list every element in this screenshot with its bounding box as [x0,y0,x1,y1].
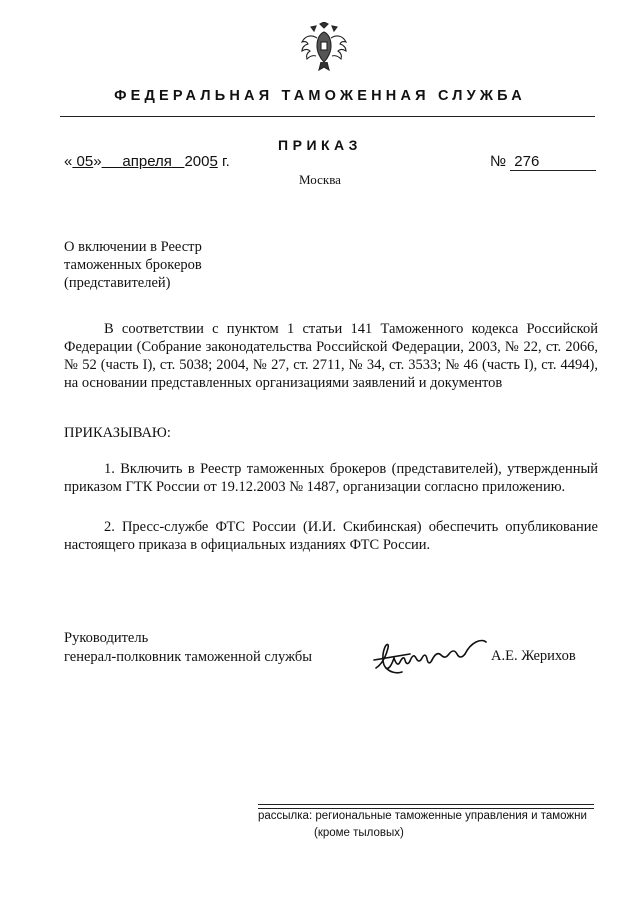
order-subject [64,238,202,292]
number-value: 276 [510,153,596,171]
agency-name: ФЕДЕРАЛЬНАЯ ТАМОЖЕННАЯ СЛУЖБА [114,88,526,104]
order-date [64,153,230,170]
distribution-line: (кроме тыловых) [314,827,404,839]
signatory-role-line: генерал-полковник таможенной службы [64,649,313,665]
order-item-1: 1. Включить в Реестр таможенных брокеров (представителей), утвержденный приказом ГТК России от 19.12.2003 № 1487, организации согласно приложению. [64,461,598,495]
signatory-role-line: Руководитель [64,630,149,646]
date-day: 05 [76,153,94,170]
order-directive-word: ПРИКАЗЫВАЮ: [64,425,171,441]
header-divider [60,116,595,117]
order-item-2: 2. Пресс-службе ФТС России (И.И. Скибинская) обеспечить опубликование настоящего приказа в официальных изданиях ФТС России. [64,519,598,553]
order-city: Москва [299,172,341,187]
subject-line: (представителей) [64,275,171,291]
date-open-quote: « [64,153,73,170]
date-month: апреля [122,153,172,170]
date-year-suffix: г. [217,153,230,170]
date-year-last-digit: 5 [209,153,218,170]
russian-coat-of-arms-icon [299,22,349,74]
subject-line: О включении в Реестр [64,239,202,255]
distribution-line: рассылка: региональные таможенные управления и таможни [258,810,587,822]
signatory-role [64,629,312,667]
handwritten-signature [372,634,490,678]
order-number [490,153,596,171]
date-close-quote: » [93,153,102,170]
subject-line: таможенных брокеров [64,257,202,273]
date-year-prefix: 200 [184,153,210,170]
number-label: № [490,153,507,170]
preamble-paragraph: В соответствии с пунктом 1 статьи 141 Таможенного кодекса Российской Федерации (Собрание законодательства Российской Федерации, 2003, № 22, ст. 2066, № 52 (часть I), ст. 5038; 2004, № 27, ст. 2711, № 34, ст. 3533; № 46 (часть I), ст. 4494), на основании представленных организациями заявлений и документов [64,321,598,391]
order-title: ПРИКАЗ [278,137,362,153]
distribution-list [258,808,598,842]
signatory-name: А.Е. Жерихов [491,648,576,664]
